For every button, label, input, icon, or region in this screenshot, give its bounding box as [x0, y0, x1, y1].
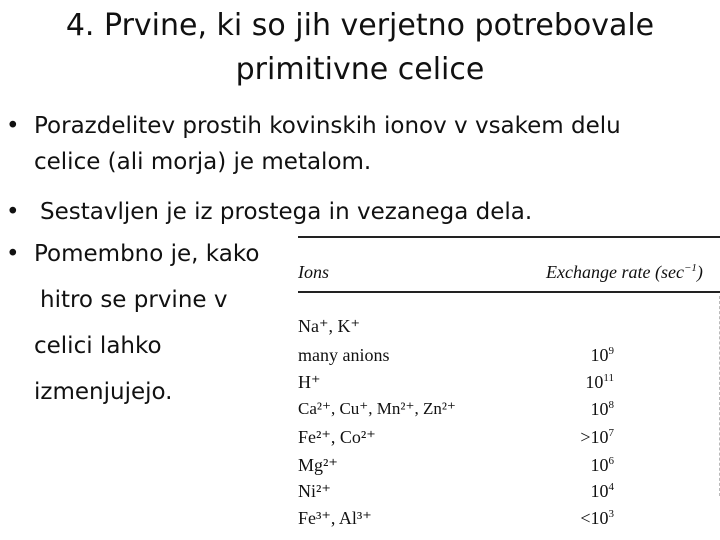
slide-title — [0, 4, 720, 92]
bullet-dot: • — [6, 199, 20, 225]
rate-cell: $10^8$ — [590, 399, 614, 419]
ion-exchange-table-image — [282, 236, 720, 540]
table-row — [298, 399, 720, 428]
rate-cell: $<10^3$ — [580, 508, 614, 528]
col-header-rate-sup: −1 — [683, 262, 697, 274]
col-header-exchange-rate — [546, 262, 703, 283]
table-row — [298, 316, 720, 345]
bullet-1-line-2: celice (ali morja) je metalom. — [34, 149, 372, 175]
rate-cell: $>10^7$ — [580, 427, 614, 447]
rate-cell: $10^4$ — [590, 481, 614, 501]
bullet-dot: • — [6, 113, 20, 139]
ion-cell: many anions — [298, 345, 390, 365]
bullet-3-line-4: izmenjujejo. — [34, 379, 173, 405]
title-line-2: primitivne celice — [235, 52, 485, 87]
bullet-1-line-1: Porazdelitev prostih kovinskih ionov v vsakem delu — [34, 113, 621, 139]
ion-cell: H⁺ — [298, 372, 321, 392]
col-header-ions: Ions — [298, 262, 329, 282]
bullet-3-line-2: hitro se prvine v — [40, 287, 228, 313]
col-header-rate-text: Exchange rate (sec — [546, 262, 684, 282]
table-row — [298, 427, 720, 456]
table-row — [298, 481, 720, 510]
rate-cell: $10^9$ — [590, 345, 614, 365]
table-row — [298, 455, 720, 484]
bullet-3-line-3: celici lahko — [34, 333, 162, 359]
table-top-rule — [298, 236, 720, 238]
table-row — [298, 372, 720, 401]
ion-cell: Ni²⁺ — [298, 481, 331, 501]
ion-cell: Mg²⁺ — [298, 455, 338, 475]
rate-cell: $10^6$ — [590, 455, 614, 475]
table-header-rule — [298, 291, 720, 293]
bullet-dot: • — [6, 241, 20, 267]
ion-cell: Fe²⁺, Co²⁺ — [298, 427, 376, 447]
ion-cell: Fe³⁺, Al³⁺ — [298, 508, 372, 528]
col-header-rate-end: ) — [696, 262, 703, 282]
table-row — [298, 345, 720, 374]
bullet-2-text: Sestavljen je iz prostega in vezanega dela. — [40, 199, 533, 225]
scan-edge — [716, 296, 720, 496]
ion-cell: Ca²⁺, Cu⁺, Mn²⁺, Zn²⁺ — [298, 399, 456, 418]
table-row — [298, 508, 720, 537]
bullet-3-line-1: Pomembno je, kako — [34, 241, 260, 267]
ion-cell: Na⁺, K⁺ — [298, 316, 360, 336]
title-line-1: 4. Prvine, ki so jih verjetno potrebovale — [65, 8, 655, 43]
rate-cell: $10^{11}$ — [585, 372, 614, 392]
